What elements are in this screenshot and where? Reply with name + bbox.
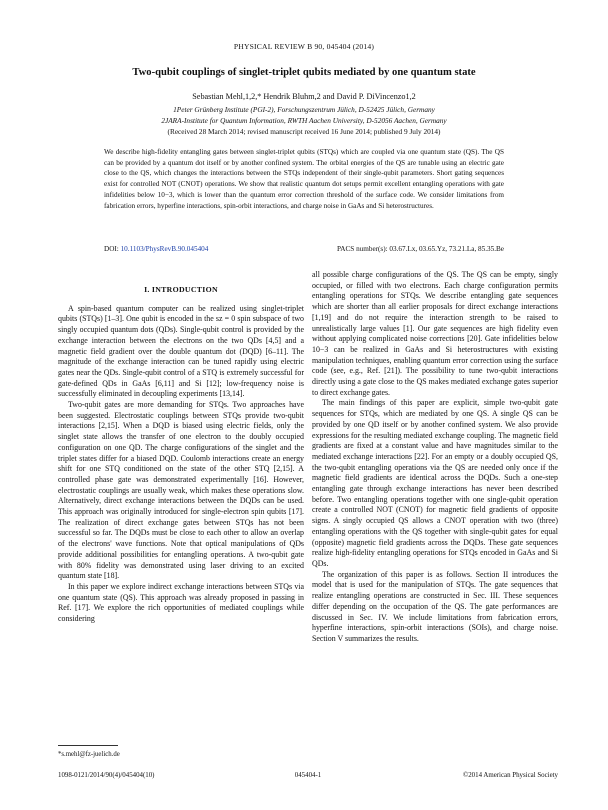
paragraph: In this paper we explore indirect exchange interactions between STQs via one quantum state (QS). This approach was already proposed in passing in Ref. [17]. We explore the rich opportunities of mediated couplings while considering <box>58 581 304 624</box>
paragraph: The main findings of this paper are explicit, simple two-qubit gate sequences for STQs, which are mediated by one QS. A single QS can be provided by one QD itself or by another confined system. We also provide expressions for the resulting mediated exchange coupling. The magnetic field gradients are fixed at a constant value and have magnitudes similar to the mediated exchange interactions [22]. For an empty or a doubly occupied QS, the two-qubit entangling operations via the QS are needed only once if the magnetic field gradients are identical across the DQDs. Such a one-step entangling gate through exchange interactions has never been described before. Two entangling operations together with one single-qubit operation create a controlled NOT (CNOT) for magnetic field gradients of opposite signs. A singly occupied QS allows a CNOT operation with two (three) entangling operations with the QS together with single-qubit gates for equal (opposite) magnetic field gradients across the DQDs. These gate sequences realize high-fidelity entangling operations for STQs encoded in GaAs and Si QDs. <box>312 398 558 568</box>
section-heading: I. INTRODUCTION <box>144 285 218 294</box>
affiliation-1: 1Peter Grünberg Institute (PGI-2), Forschungszentrum Jülich, D-52425 Jülich, Germany <box>173 105 435 114</box>
footer-page-number: 045404-1 <box>294 772 322 779</box>
footer-issn: 1098-0121/2014/90(4)/045404(10) <box>58 772 155 779</box>
doi-row <box>104 245 504 253</box>
footnote-divider <box>58 745 118 746</box>
author-list: Sebastian Mehl,1,2,* Hendrik Bluhm,2 and David P. DiVincenzo1,2 <box>192 92 416 101</box>
pacs-numbers: PACS number(s): 03.67.Lx, 03.65.Yz, 73.21.La, 85.35.Be <box>336 245 504 253</box>
paragraph: all possible charge configurations of the QS. The QS can be empty, singly occupied, or filled with two electrons. Each charge configuration permits entangling operations for STQs. We describe entangling gate sequences which are shorter than all earlier proposals for direct exchange interactions [1,19] and do not require the interaction strength to be raised to unrealistically large values [1]. Our gate sequences are high fidelity even without applying complicated noise corrections [20]. Gate infidelities below 10−3 can be realized in GaAs and Si heterostructures with existing manipulation techniques, enabling quantum error correction using the surface code (see, e.g., Ref. [21]). The possibility to tune two-qubit interactions directly using a gate close to the QS makes mediated exchange gates superior to direct exchange gates. <box>312 270 558 397</box>
doi-link[interactable]: 10.1103/PhysRevB.90.045404 <box>120 245 209 253</box>
right-column <box>312 270 558 645</box>
running-head: PHYSICAL REVIEW B 90, 045404 (2014) <box>233 42 375 51</box>
left-column <box>58 285 304 625</box>
doi-label: DOI: <box>104 245 119 253</box>
paragraph: Two-qubit gates are more demanding for STQs. Two approaches have been suggested. Electrostatic couplings between STQs provide two-qubit interactions [2,15]. When a DQD is biased using electric fields, only the singlet state allows the transfer of one electron to the doubly occupied configuration on one QD. The charge configurations of the singlet and the triplet states differ for a biased DQD. Coulomb interactions create an energy shift for one STQ conditioned on the state of the other STQ [2,15]. A controlled phase gate was demonstrated experimentally [16]. However, electrostatic couplings are usually weak, which makes these operations slow. Alternatively, direct exchange interactions between the DQDs can be used. This approach was originally introduced for single-electron spin qubits [17]. The realization of direct exchange gates between STQs has not been successful so far. The DQDs must be close to each other to allow an overlap of the electrons' wave functions. Note that optical manipulations of QDs provide additional possibilities for entangling operations. A two-qubit gate with 80% fidelity was demonstrated using laser driving to an excited quantum state [18]. <box>58 400 304 581</box>
footnote-email: *s.mehl@fz-juelich.de <box>58 751 120 758</box>
abstract: We describe high-fidelity entangling gates between singlet-triplet qubits (STQs) which are coupled via one quantum state (QS). The QS can be provided by a quantum dot itself or by another confined system. The orbital energies of the QS are tunable using an electric gate close to the QS, which changes the interactions between the STQs independent of their single-qubit parameters. Short gating sequences exist for controlled NOT (CNOT) operations. We show that realistic quantum dot setups permit excellent entangling operations with gate infidelities below 10−3, which is lower than the quantum error correction threshold of the surface code. We consider limitations from fabrication errors, hyperfine interactions, spin-orbit interactions, and charge noise in GaAs and Si heterostructures. <box>104 148 504 210</box>
paragraph: The organization of this paper is as follows. Section II introduces the model that is used for the manipulation of STQs. The gate sequences that realize entangling operations are constructed in Sec. III. These sequences differ depending on the occupation of the QS. The gate performances are discussed in Sec. IV. We include limitations from fabrication errors, hyperfine interactions, spin-orbit interactions (SOIs), and charge noise. Section V summarizes the results. <box>312 569 558 643</box>
paper-title: Two-qubit couplings of singlet-triplet qubits mediated by one quantum state <box>132 67 476 78</box>
received-dates: (Received 28 March 2014; revised manuscript received 16 June 2014; published 9 July 2014) <box>167 127 441 136</box>
paragraph: A spin-based quantum computer can be realized using singlet-triplet qubits (STQs) [1–3]. One qubit is encoded in the sz = 0 spin subspace of two singly occupied quantum dots (QDs). Single-qubit control is provided by the exchange interaction between the electrons on the two QDs [4,5] and a magnetic field gradient over the double quantum dot (DQD) [6–11]. The magnitude of the exchange interaction can be tuned rapidly using electric gates near the QDs. Single-qubit control of a STQ is extremely successful for gate-defined QDs in GaAs [6,11] and Si [12]; low-frequency noise is successfully eliminated in decoupling experiments [13,14]. <box>58 303 304 399</box>
footer-copyright: ©2014 American Physical Society <box>463 772 558 779</box>
affiliation-2: 2JARA-Institute for Quantum Information, RWTH Aachen University, D-52056 Aachen, Germany <box>161 116 447 125</box>
